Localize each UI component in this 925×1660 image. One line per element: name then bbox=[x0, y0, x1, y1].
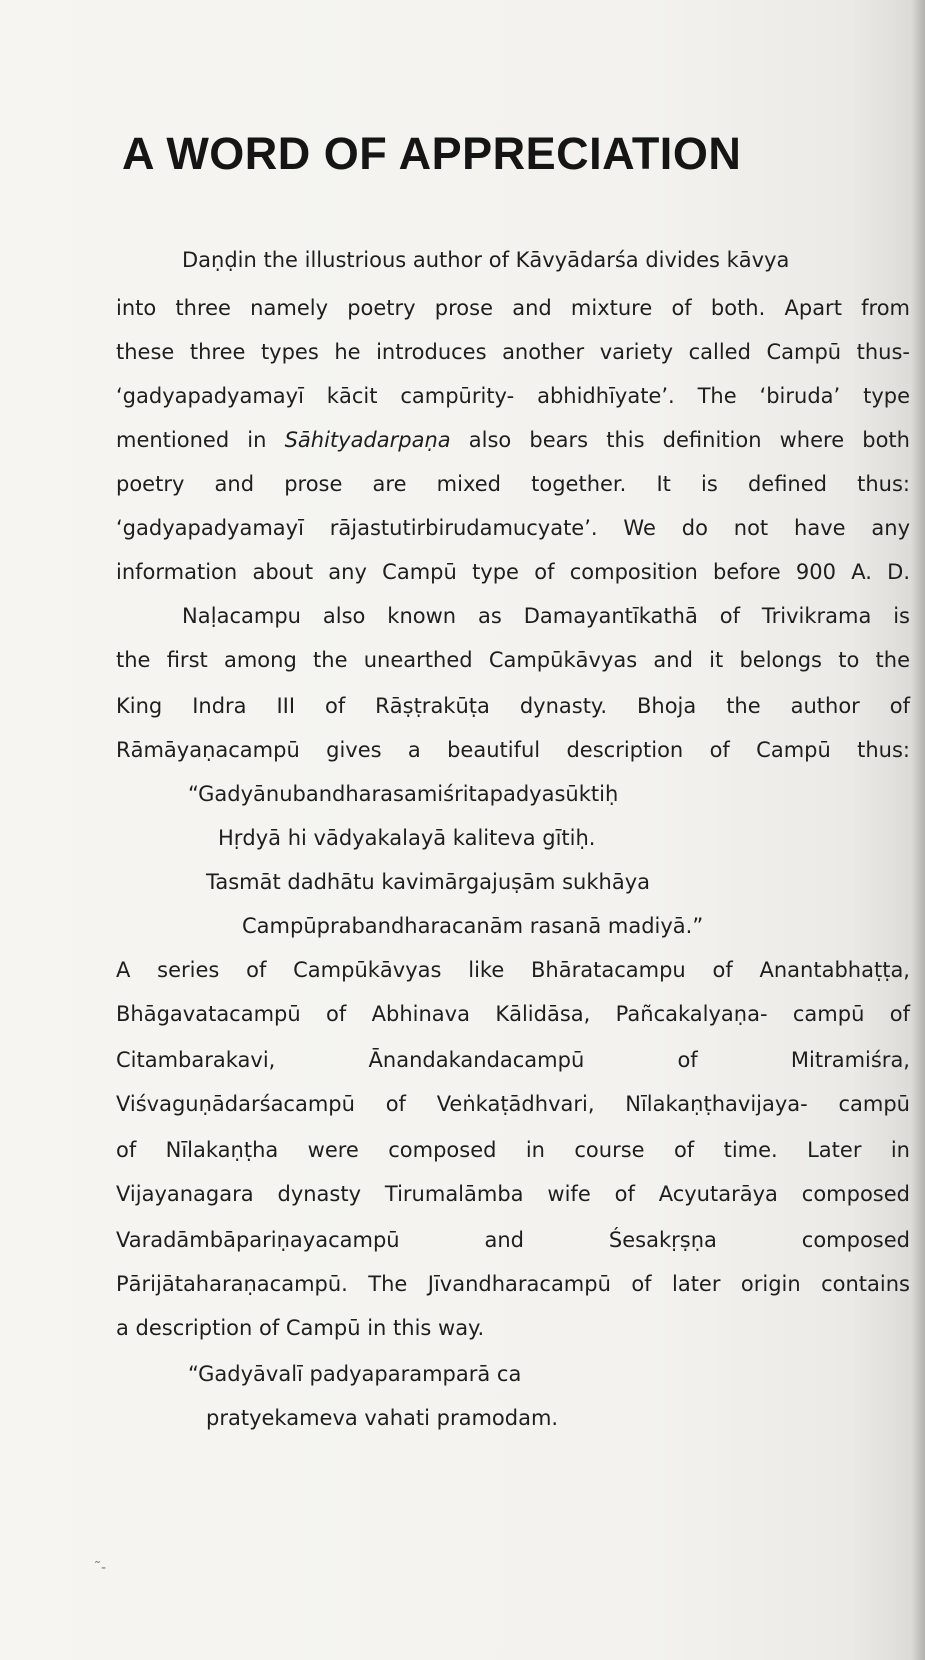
text-line: Naḷacampu also known as Damayantīkathā of Trivikrama is bbox=[182, 604, 910, 628]
text-line: Daṇḍin the illustrious author of Kāvyādarśa divides kāvya bbox=[182, 248, 790, 272]
text-line: these three types he introduces another variety called Campū thus- bbox=[116, 340, 910, 364]
text-line-with-title bbox=[116, 428, 910, 452]
text-line: of Nīlakaṇṭha were composed in course of time. Later in bbox=[116, 1138, 910, 1162]
verse-line: Tasmāt dadhātu kavimārgajuṣām sukhāya bbox=[206, 870, 651, 894]
text-line: poetry and prose are mixed together. It is defined thus: bbox=[116, 472, 910, 496]
verse-line: pratyekameva vahati pramodam. bbox=[206, 1406, 559, 1430]
text-line: Citambarakavi, Ānandakandacampū of Mitramiśra, bbox=[116, 1048, 910, 1072]
text-line: ‘gadyapadyamayī rājastutirbirudamucyate’. We do not have any bbox=[116, 516, 910, 540]
book-title-italic: Sāhityadarpaṇa bbox=[284, 428, 451, 452]
text-line: information about any Campū type of composition before 900 A. D. bbox=[116, 560, 910, 584]
text-line: Rāmāyaṇacampū gives a beautiful description of Campū thus: bbox=[116, 738, 910, 762]
text-line: Vijayanagara dynasty Tirumalāmba wife of Acyutarāya composed bbox=[116, 1182, 910, 1206]
text-line: Bhāgavatacampū of Abhinava Kālidāsa, Pañcakalyaṇa- campū of bbox=[116, 1002, 910, 1026]
text-line: a description of Campū in this way. bbox=[116, 1316, 485, 1340]
text-fragment: mentioned in bbox=[116, 428, 267, 452]
page-edge-shadow bbox=[911, 0, 925, 1660]
text-line: King Indra III of Rāṣṭrakūṭa dynasty. Bhoja the author of bbox=[116, 694, 910, 718]
text-line: the first among the unearthed Campūkāvyas and it belongs to the bbox=[116, 648, 910, 672]
scan-mark: ˜‑ bbox=[94, 1560, 107, 1576]
text-line: Viśvaguṇādarśacampū of Veṅkaṭādhvari, Nīlakaṇṭhavijaya- campū bbox=[116, 1092, 910, 1116]
verse-line: Hṛdyā hi vādyakalayā kaliteva gītiḥ. bbox=[218, 826, 596, 850]
text-fragment: also bears this definition where both bbox=[468, 428, 910, 452]
verse-line: Campūprabandharacanām rasanā madiyā.” bbox=[242, 914, 704, 938]
text-line: ‘gadyapadyamayī kācit campūrity- abhidhīyate’. The ‘biruda’ type bbox=[116, 384, 910, 408]
page-title: A WORD OF APPRECIATION bbox=[122, 128, 742, 179]
text-line: into three namely poetry prose and mixture of both. Apart from bbox=[116, 296, 910, 320]
verse-line: “Gadyāvalī padyaparamparā ca bbox=[188, 1362, 522, 1386]
text-line: Varadāmbāpariṇayacampū and Śesakṛṣṇa composed bbox=[116, 1228, 910, 1252]
text-line: A series of Campūkāvyas like Bhāratacampu of Anantabhaṭṭa, bbox=[116, 958, 910, 982]
text-line: Pārijātaharaṇacampū. The Jīvandharacampū of later origin contains bbox=[116, 1272, 910, 1296]
verse-line: “Gadyānubandharasamiśritapadyasūktiḥ bbox=[188, 782, 619, 806]
